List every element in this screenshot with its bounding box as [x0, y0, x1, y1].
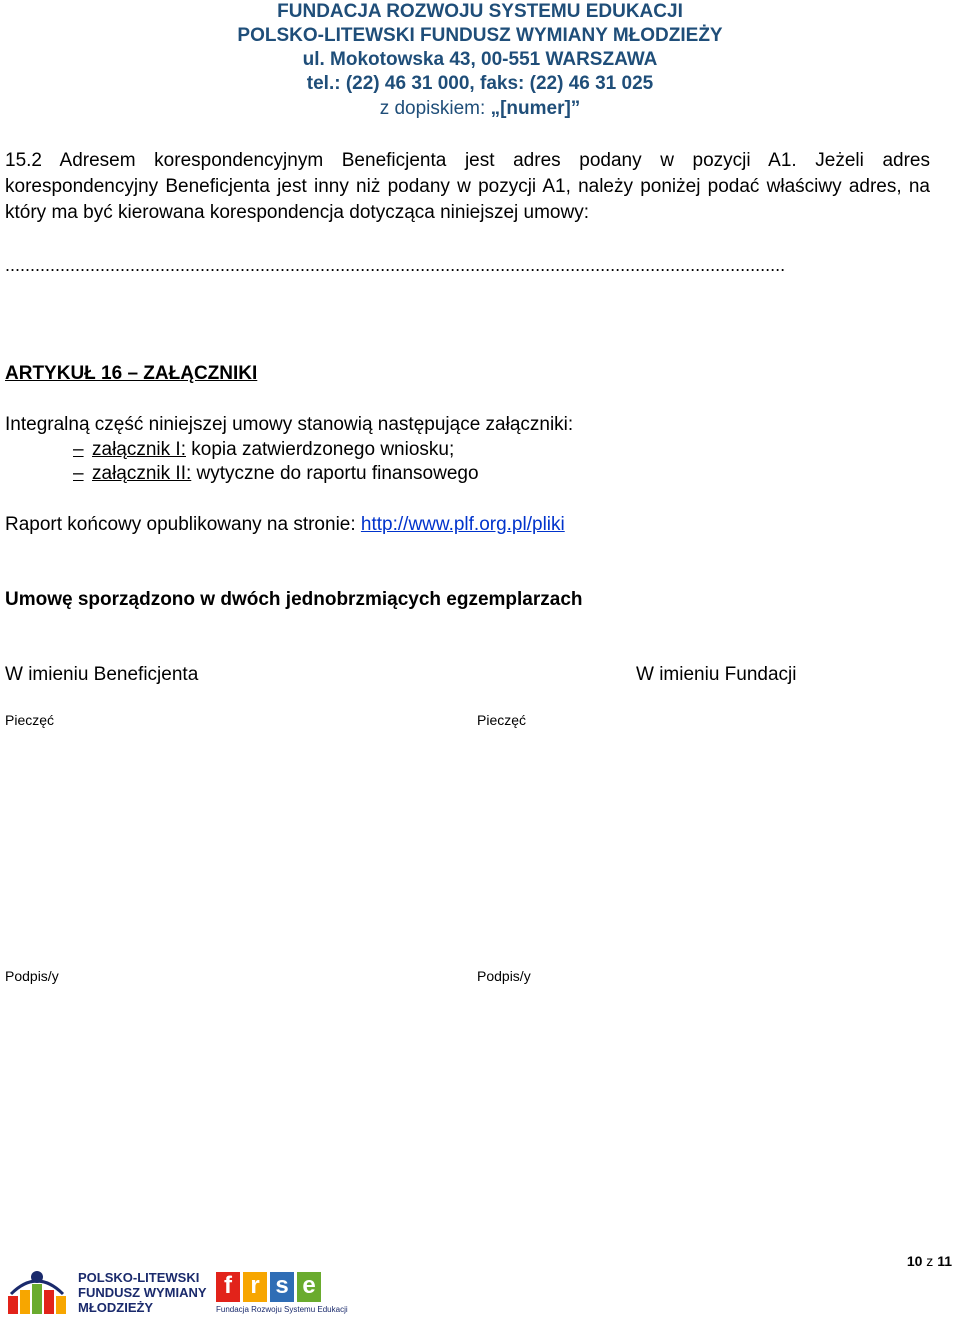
article-16-title: ARTYKUŁ 16 – ZAŁĄCZNIKI — [5, 363, 258, 384]
signature-foundation-title: W imieniu Fundacji — [636, 664, 797, 685]
header-line-5 — [0, 97, 960, 121]
report-link[interactable]: http://www.plf.org.pl/pliki — [360, 514, 565, 535]
header-numer-value: „[numer]” — [490, 98, 581, 119]
stamp-right-label: Pieczęć — [477, 712, 527, 728]
header-line-2: POLSKO-LITEWSKI FUNDUSZ WYMIANY MŁODZIEŻY — [237, 25, 723, 46]
attachment-text-1: kopia zatwierdzonego wniosku; — [185, 439, 455, 460]
report-label: Raport końcowy opublikowany na stronie: — [5, 514, 361, 535]
attachments-intro: Integralną część niniejszej umowy stanowią następujące załączniki: — [5, 414, 574, 435]
address-dots-line: ............................................................................................................................................................ — [5, 255, 786, 275]
stamp-left-label: Pieczęć — [5, 712, 55, 728]
plf-emblem-icon — [6, 1268, 76, 1316]
plf-logo — [6, 1268, 206, 1316]
frse-letter-s: s — [270, 1272, 294, 1302]
frse-letter-e: e — [297, 1272, 321, 1302]
closing-statement: Umowę sporządzono w dwóch jednobrzmiących egzemplarzach — [5, 589, 583, 610]
page-current: 10 — [906, 1253, 923, 1269]
attachment-text-2: wytyczne do raportu finansowego — [191, 463, 479, 484]
plf-text-line-2: FUNDUSZ WYMIANY — [78, 1285, 207, 1300]
attachment-dash-1: – — [73, 439, 84, 460]
plf-text-line-3: MŁODZIEŻY — [78, 1300, 154, 1315]
header-dopisek-label: z dopiskiem: — [379, 98, 491, 119]
report-line — [5, 514, 565, 536]
signature-beneficiary-title: W imieniu Beneficjenta — [5, 664, 199, 685]
frse-letter-f: f — [216, 1272, 240, 1302]
frse-letter-r: r — [243, 1272, 267, 1302]
header-line-1: FUNDACJA ROZWOJU SYSTEMU EDUKACJI — [277, 1, 683, 22]
page-sep: z — [922, 1253, 938, 1269]
attachment-dash-2: – — [73, 463, 84, 484]
header-line-4: tel.: (22) 46 31 000, faks: (22) 46 31 025 — [306, 73, 654, 94]
page-number — [907, 1253, 952, 1269]
attachment-label-1: załącznik I: — [92, 439, 186, 460]
paragraph-15-2: 15.2 Adresem korespondencyjnym Beneficjenta jest adres podany w pozycji A1. Jeżeli adres korespondencyjny Beneficjenta jest inny niż podany w pozycji A1, należy poniżej podać właściwy adres, na który ma być kierowana korespondencja dotycząca niniejszej umowy: — [5, 150, 930, 223]
sign-right-label: Podpis/y — [477, 968, 531, 984]
page-total: 11 — [937, 1253, 952, 1269]
sign-left-label: Podpis/y — [5, 968, 59, 984]
plf-text-line-1: POLSKO-LITEWSKI — [78, 1270, 200, 1285]
frse-caption: Fundacja Rozwoju Systemu Edukacji — [216, 1305, 348, 1314]
frse-logo — [216, 1272, 348, 1316]
attachment-label-2: załącznik II: — [92, 463, 192, 484]
header-line-3: ul. Mokotowska 43, 00-551 WARSZAWA — [302, 49, 658, 70]
